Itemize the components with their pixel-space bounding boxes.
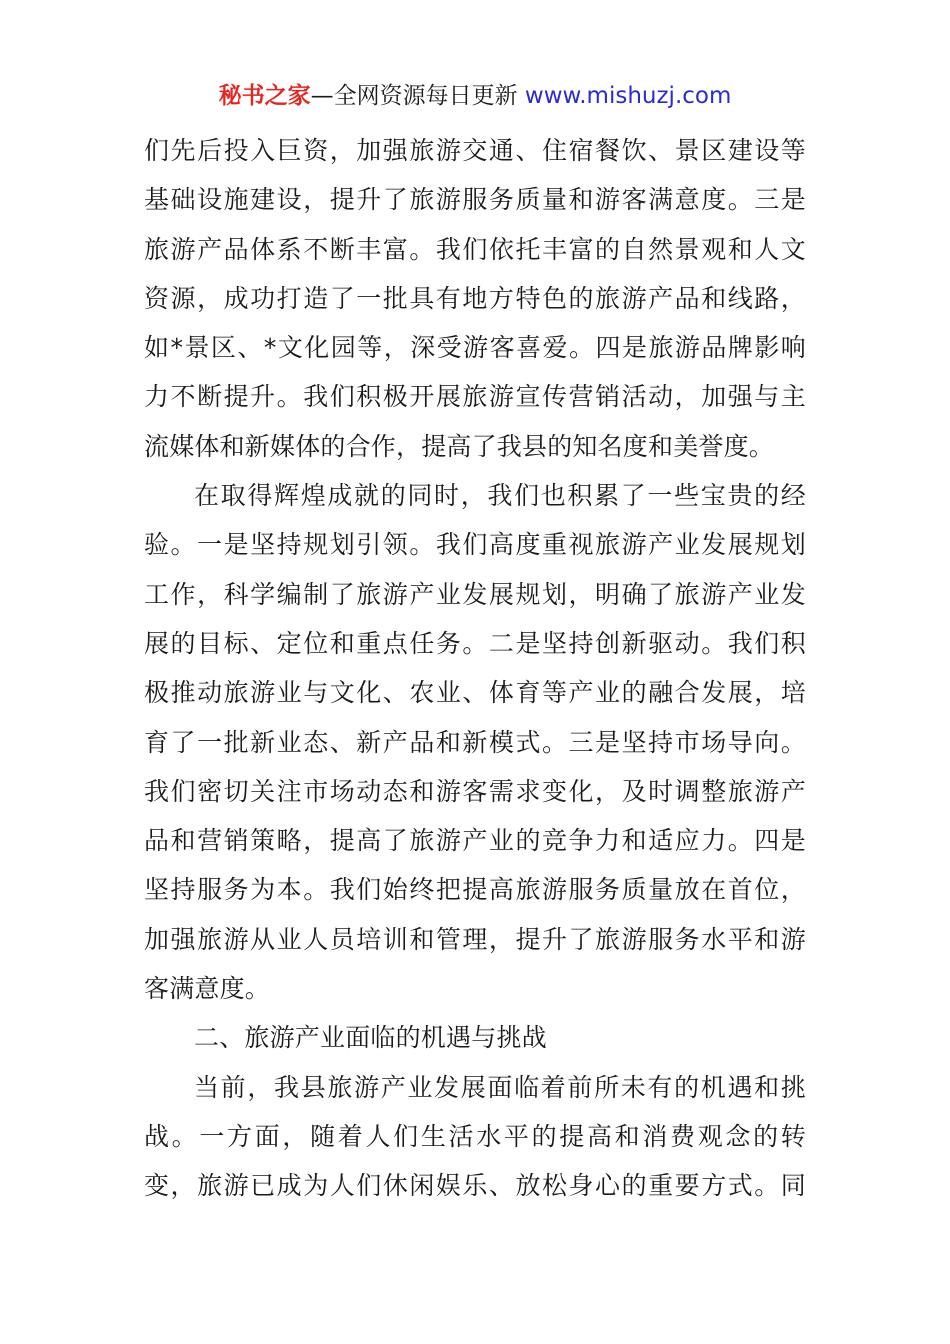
text-line: 在取得辉煌成就的同时，我们也积累了一些宝贵的经	[194, 481, 806, 511]
text-line: 当前，我县旅游产业发展面临着前所未有的机遇和挑	[194, 1072, 806, 1102]
page-header	[0, 80, 950, 112]
text-line: 基础设施建设，提升了旅游服务质量和游客满意度。三是	[144, 185, 806, 215]
text-line: 工作，科学编制了旅游产业发展规划，明确了旅游产业发	[144, 579, 806, 609]
header-url-link[interactable]: www.mishuzj.com	[524, 83, 732, 109]
text-line: 如*景区、*文化园等，深受游客喜爱。四是旅游品牌影响	[144, 333, 806, 363]
text-line: 资源，成功打造了一批具有地方特色的旅游产品和线路，	[144, 283, 806, 313]
header-brand: 秘书之家	[218, 83, 311, 109]
text-line: 品和营销策略，提高了旅游产业的竞争力和适应力。四是	[144, 826, 806, 856]
document-body	[144, 126, 806, 1211]
text-line: 们先后投入巨资，加强旅游交通、住宿餐饮、景区建设等	[144, 136, 806, 165]
text-line: 验。一是坚持规划引领。我们高度重视旅游产业发展规划	[144, 530, 806, 560]
text-line: 育了一批新业态、新产品和新模式。三是坚持市场导向。	[144, 727, 806, 757]
text-line: 加强旅游从业人员培训和管理，提升了旅游服务水平和游	[144, 924, 806, 954]
text-line: 坚持服务为本。我们始终把提高旅游服务质量放在首位，	[144, 875, 806, 905]
text-line: 战。一方面，随着人们生活水平的提高和消费观念的转	[144, 1121, 806, 1151]
text-line: 力不断提升。我们积极开展旅游宣传营销活动，加强与主	[144, 382, 806, 412]
text-line: 旅游产品体系不断丰富。我们依托丰富的自然景观和人文	[144, 234, 806, 264]
text-line: 我们密切关注市场动态和游客需求变化，及时调整旅游产	[144, 776, 806, 806]
text-line: 极推动旅游业与文化、农业、体育等产业的融合发展，培	[144, 678, 806, 708]
text-line: 展的目标、定位和重点任务。二是坚持创新驱动。我们积	[144, 628, 806, 658]
text-line: 流媒体和新媒体的合作，提高了我县的知名度和美誉度。	[144, 431, 775, 461]
text-line: 二、旅游产业面临的机遇与挑战	[194, 1023, 547, 1053]
header-tagline: —全网资源每日更新	[310, 83, 525, 109]
text-line: 变，旅游已成为人们休闲娱乐、放松身心的重要方式。同	[144, 1171, 806, 1201]
text-line: 客满意度。	[144, 974, 271, 1004]
